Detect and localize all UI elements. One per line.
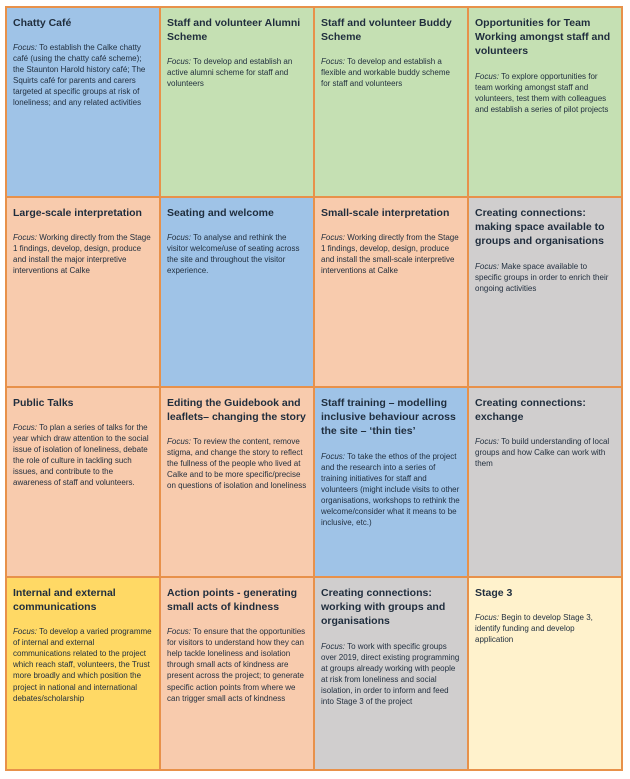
cell-staff-training <box>314 387 468 577</box>
cell-focus <box>13 42 153 108</box>
cell-title: Staff training – modelling inclusive behaviour across the site – ‘thin ties’ <box>321 397 456 438</box>
cell-guidebook <box>160 387 314 577</box>
focus-label: Focus: <box>321 451 346 461</box>
activity-grid <box>5 6 623 771</box>
focus-text: Make space available to specific groups in order to enrich their ongoing activities <box>475 261 609 293</box>
cell-focus <box>321 451 461 528</box>
focus-text: To analyse and rethink the visitor welcome/use of seating across the site and throughout the visitor experience. <box>167 233 300 276</box>
focus-label: Focus: <box>13 627 38 637</box>
focus-text: To develop and establish a flexible and workable buddy scheme for staff and volunteers <box>321 57 450 89</box>
focus-text: To develop and establish an active alumni scheme for staff and volunteers <box>167 57 293 89</box>
cell-connections-exchange <box>468 387 622 577</box>
focus-text: To ensure that the opportunities for visitors to understand how they can help tackle loneliness and isolation through small acts of kindness are present across the project; to generate specific action points from where we can trigger small acts of kindness <box>167 627 306 703</box>
cell-focus <box>475 436 615 469</box>
cell-title: Creating connections: making space available to groups and organisations <box>475 207 605 248</box>
focus-label: Focus: <box>167 57 192 67</box>
cell-title: Opportunities for Team Working amongst staff and volunteers <box>475 17 611 58</box>
focus-text: Working directly from the Stage 1 findings, develop, design, produce and install the major interpretive interventions at Calke <box>13 233 151 276</box>
focus-label: Focus: <box>167 233 192 243</box>
cell-focus <box>321 641 461 707</box>
cell-focus <box>167 56 307 89</box>
cell-focus <box>475 612 615 645</box>
cell-title: Stage 3 <box>475 587 513 599</box>
focus-label: Focus: <box>321 641 346 651</box>
cell-focus <box>321 56 461 89</box>
focus-text: To take the ethos of the project and the research into a series of training initiatives for staff and volunteers (might include visits to other organisations, workshops to rethink the welcome/consider what it means to be inclusive, etc.) <box>321 451 460 527</box>
focus-label: Focus: <box>321 57 346 67</box>
cell-connections-space <box>468 197 622 387</box>
cell-focus <box>13 422 153 488</box>
cell-title: Action points - generating small acts of kindness <box>167 587 298 614</box>
focus-text: To build understanding of local groups and how Calke can work with them <box>475 437 610 469</box>
cell-title: Creating connections: exchange <box>475 397 586 424</box>
cell-action-points <box>160 577 314 770</box>
cell-focus <box>167 626 307 703</box>
cell-buddy-scheme <box>314 7 468 197</box>
cell-title: Chatty Café <box>13 17 72 29</box>
focus-label: Focus: <box>475 613 500 623</box>
cell-title: Editing the Guidebook and leaflets– changing the story <box>167 397 306 424</box>
focus-label: Focus: <box>167 627 192 637</box>
focus-text: To review the content, remove stigma, and change the story to reflect the fullness of the people who lived at Calke and to be more specific/precise on questions of isolation and loneliness <box>167 437 307 491</box>
cell-focus <box>475 261 615 294</box>
focus-text: To work with specific groups over 2019, direct existing programming at groups already working with people at risk from loneliness and social isolation, in order to inform and feed into Stage 3 of the project <box>321 641 460 706</box>
cell-team-working <box>468 7 622 197</box>
cell-title: Large-scale interpretation <box>13 207 142 219</box>
focus-label: Focus: <box>475 71 500 81</box>
cell-title: Staff and volunteer Buddy Scheme <box>321 17 452 44</box>
cell-title: Seating and welcome <box>167 207 274 219</box>
cell-stage-3 <box>468 577 622 770</box>
cell-title: Staff and volunteer Alumni Scheme <box>167 17 301 44</box>
cell-connections-working <box>314 577 468 770</box>
focus-text: Begin to develop Stage 3, identify funding and develop application <box>475 613 593 645</box>
cell-focus <box>167 436 307 491</box>
focus-label: Focus: <box>13 43 38 53</box>
cell-title: Public Talks <box>13 397 74 409</box>
cell-focus <box>13 232 153 276</box>
focus-label: Focus: <box>475 437 500 447</box>
cell-focus <box>321 232 461 276</box>
focus-text: To establish the Calke chatty café (using the chatty café scheme); the Staunton Harold history café; The Squirts café for parents and carers targeted at specific groups at risk of loneliness; and any related activities <box>13 43 146 108</box>
focus-label: Focus: <box>167 437 192 447</box>
cell-communications <box>6 577 160 770</box>
focus-label: Focus: <box>475 261 500 271</box>
cell-chatty-cafe <box>6 7 160 197</box>
cell-title: Internal and external communications <box>13 587 116 614</box>
focus-text: To develop a varied programme of internal and external communications related to the project which reach staff, volunteers, the Trust more broadly and which position the project in national and international debates/scholarship <box>13 627 152 703</box>
focus-label: Focus: <box>13 233 38 243</box>
cell-title: Creating connections: working with groups and organisations <box>321 587 446 628</box>
focus-text: Working directly from the Stage 1 findings, develop, design, produce and install the small-scale interpretive interventions at Calke <box>321 233 459 276</box>
cell-focus <box>13 626 153 703</box>
cell-small-scale-interpretation <box>314 197 468 387</box>
focus-label: Focus: <box>13 423 38 433</box>
cell-focus <box>475 71 615 115</box>
focus-text: To explore opportunities for team working amongst staff and volunteers, test them with colleagues and establish a series of pilot projects <box>475 71 609 114</box>
cell-title: Small-scale interpretation <box>321 207 450 219</box>
cell-large-scale-interpretation <box>6 197 160 387</box>
cell-focus <box>167 232 307 276</box>
cell-alumni-scheme <box>160 7 314 197</box>
cell-seating-welcome <box>160 197 314 387</box>
cell-public-talks <box>6 387 160 577</box>
focus-label: Focus: <box>321 233 346 243</box>
focus-text: To plan a series of talks for the year which draw attention to the social issue of isolation of loneliness, debate the role of culture in tackling such issues, and contribute to the awareness of staff and volunteers. <box>13 423 149 488</box>
